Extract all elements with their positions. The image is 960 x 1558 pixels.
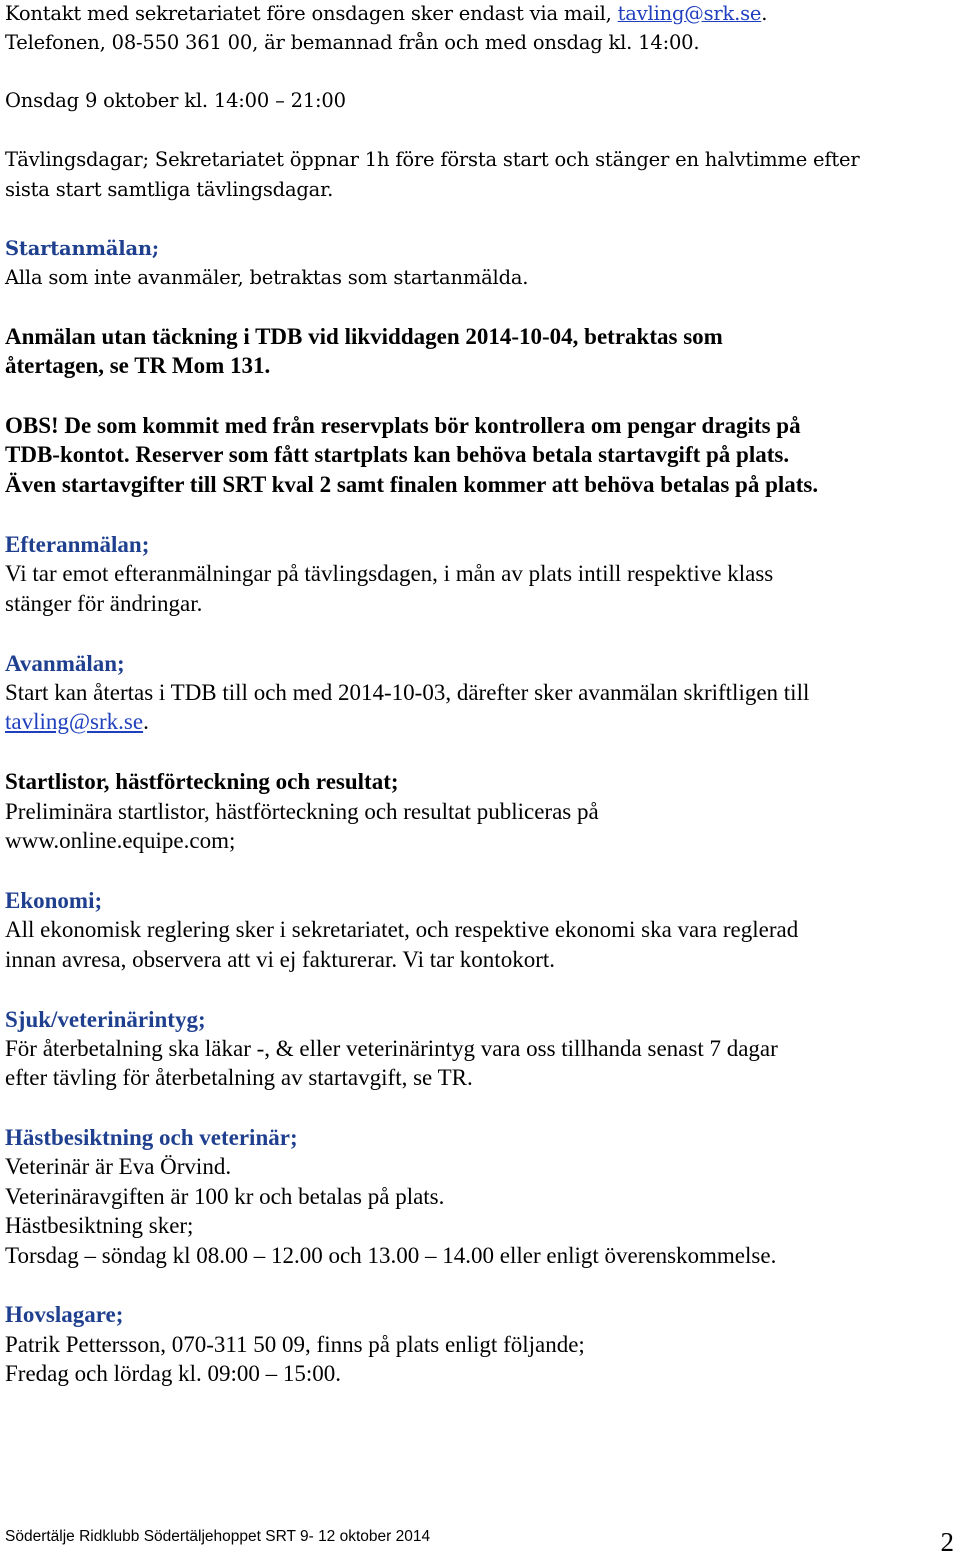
avanmalan-email-link[interactable]: tavling@srk.se — [5, 709, 144, 734]
hovslagare-heading: Hovslagare; — [5, 1302, 124, 1327]
hastbesiktning-line-2: Veterinäravgiften är 100 kr och betalas på plats. — [5, 1184, 445, 1209]
intro-line-5: sista start samtliga tävlingsdagar. — [5, 178, 334, 201]
footer-text: Södertälje Ridklubb Södertäljehoppet SRT 9- 12 oktober 2014 — [5, 1528, 431, 1545]
startlistor-line-2: www.online.equipe.com; — [5, 828, 236, 853]
ekonomi-line-1: All ekonomisk reglering sker i sekretariatet, och respektive ekonomi ska vara reglerad — [5, 917, 799, 942]
avanmalan-heading: Avanmälan; — [5, 651, 125, 676]
ekonomi-line-2: innan avresa, observera att vi ej fakturerar. Vi tar kontokort. — [5, 947, 555, 972]
efteranmalan-heading: Efteranmälan; — [5, 532, 150, 557]
intro-line-1 — [5, 2, 767, 25]
hastbesiktning-line-4: Torsdag – söndag kl 08.00 – 12.00 och 13.00 – 14.00 eller enligt överenskommelse. — [5, 1243, 777, 1268]
ekonomi-heading: Ekonomi; — [5, 888, 103, 913]
efteranmalan-line-2: stänger för ändringar. — [5, 591, 203, 616]
obs-line-3: Även startavgifter till SRT kval 2 samt finalen kommer att behöva betalas på plats. — [5, 472, 819, 497]
sjuk-line-1: För återbetalning ska läkar -, & eller veterinärintyg vara oss tillhanda senast 7 dagar — [5, 1036, 778, 1061]
hovslagare-line-1: Patrik Pettersson, 070-311 50 09, finns på plats enligt följande; — [5, 1332, 585, 1357]
email-link[interactable]: tavling@srk.se — [617, 2, 762, 25]
obs-line-1: OBS! De som kommit med från reservplats bör kontrollera om pengar dragits på — [5, 413, 801, 438]
sjuk-line-2: efter tävling för återbetalning av startavgift, se TR. — [5, 1065, 473, 1090]
avanmalan-line-1: Start kan återtas i TDB till och med 2014-10-03, därefter sker avanmälan skriftligen till — [5, 680, 810, 705]
avanmalan-line-2 — [5, 709, 149, 735]
avanmalan-punct: . — [143, 709, 149, 734]
obs-line-2: TDB-kontot. Reserver som fått startplats kan behöva betala startavgift på plats. — [5, 442, 790, 467]
page-number: 2 — [940, 1527, 954, 1557]
intro-line-4: Tävlingsdagar; Sekretariatet öppnar 1h före första start och stänger en halvtimme efter — [5, 148, 860, 171]
efteranmalan-line-1: Vi tar emot efteranmälningar på tävlingsdagen, i mån av plats intill respektive klass — [5, 561, 774, 586]
hastbesiktning-heading: Hästbesiktning och veterinär; — [5, 1125, 298, 1150]
intro-line-3: Onsdag 9 oktober kl. 14:00 – 21:00 — [5, 89, 346, 112]
intro-contact-text: Kontakt med sekretariatet före onsdagen sker endast via mail, — [5, 2, 618, 25]
startlistor-line-1: Preliminära startlistor, hästförteckning och resultat publiceras på — [5, 799, 599, 824]
sjuk-heading: Sjuk/veterinärintyg; — [5, 1007, 206, 1032]
startlistor-heading: Startlistor, hästförteckning och resultat; — [5, 769, 399, 794]
startanmalan-heading: Startanmälan; — [5, 237, 159, 260]
startanmalan-bold-1: Anmälan utan täckning i TDB vid likviddagen 2014-10-04, betraktas som — [5, 324, 723, 349]
startanmalan-bold-2: återtagen, se TR Mom 131. — [5, 353, 271, 378]
hastbesiktning-line-3: Hästbesiktning sker; — [5, 1213, 194, 1238]
intro-punct: . — [761, 2, 768, 25]
hastbesiktning-line-1: Veterinär är Eva Örvind. — [5, 1154, 232, 1179]
startanmalan-body: Alla som inte avanmäler, betraktas som startanmälda. — [5, 266, 529, 289]
hovslagare-line-2: Fredag och lördag kl. 09:00 – 15:00. — [5, 1361, 342, 1386]
intro-line-2: Telefonen, 08-550 361 00, är bemannad från och med onsdag kl. 14:00. — [5, 31, 700, 54]
